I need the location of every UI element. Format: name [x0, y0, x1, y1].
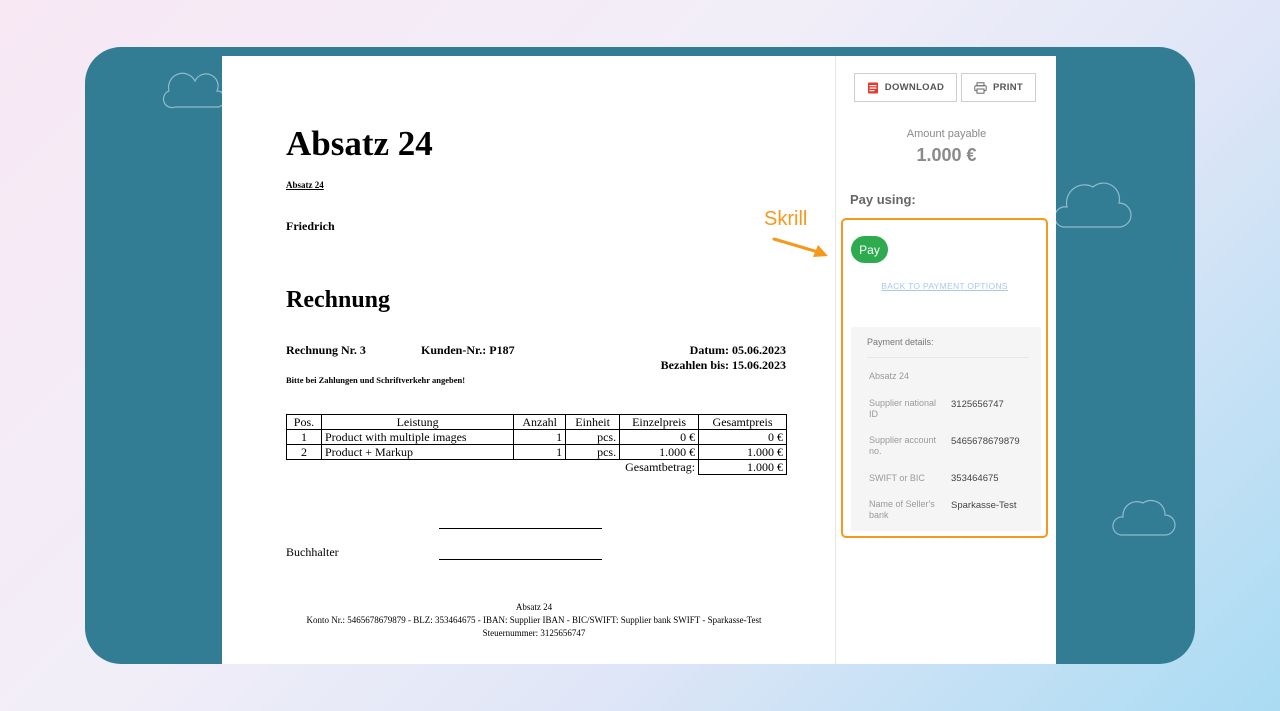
detail-label: Absatz 24 — [869, 371, 910, 381]
table-cell: 1.000 € — [620, 445, 699, 460]
pdf-icon — [867, 82, 879, 94]
print-label: PRINT — [993, 82, 1023, 93]
amount-label: Amount payable — [906, 128, 987, 140]
table-cell: 1.000 € — [699, 445, 787, 460]
total-label: Gesamtbetrag: — [625, 460, 696, 475]
detail-value: Sparkasse-Test — [951, 500, 1017, 511]
skrill-annotation-label: Skrill — [764, 208, 808, 230]
table-cell: Product with multiple images — [321, 430, 513, 445]
col-header: Leistung — [321, 415, 513, 430]
table-cell: 2 — [287, 445, 322, 460]
detail-value: 5465678679879 — [951, 436, 1020, 447]
invoice-footer — [222, 601, 846, 640]
amount-value: 1.000 € — [916, 145, 977, 165]
table-row — [287, 445, 787, 460]
cloud-icon — [1053, 175, 1133, 231]
detail-label: Supplier national ID — [869, 398, 937, 419]
table-cell: 1 — [287, 430, 322, 445]
table-cell: pcs. — [566, 430, 620, 445]
skrill-payment-option — [841, 218, 1048, 538]
footer-line: Konto Nr.: 5465678679879 - BLZ: 353464675 - IBAN: Supplier IBAN - BIC/SWIFT: Supplier bank SWIFT - Sparkasse-Test — [306, 615, 762, 625]
cloud-icon — [1111, 493, 1177, 539]
footer-line: Absatz 24 — [515, 602, 553, 612]
invoice-date: Datum: 05.06.2023 — [689, 343, 786, 357]
detail-label: Supplier account no. — [869, 435, 937, 456]
toolbar — [854, 73, 1036, 102]
detail-value: 353464675 — [951, 473, 999, 484]
pay-button[interactable]: Pay — [851, 236, 888, 263]
table-cell: 0 € — [699, 430, 787, 445]
back-to-payment-options-link[interactable]: BACK TO PAYMENT OPTIONS — [881, 281, 1008, 291]
table-cell: 1 — [514, 430, 566, 445]
signature-line — [439, 528, 602, 529]
detail-label: SWIFT or BIC — [869, 473, 925, 483]
printer-icon — [974, 82, 987, 94]
download-label: DOWNLOAD — [884, 82, 945, 93]
arrow-icon — [772, 235, 830, 259]
total-value: 1.000 € — [699, 460, 787, 475]
invoice-document — [222, 56, 836, 664]
invoice-table — [286, 414, 787, 475]
payment-details-title: Payment details: — [867, 337, 934, 347]
footer-line: Steuernummer: 3125656747 — [482, 628, 586, 638]
table-total-row — [287, 460, 787, 475]
due-date: Bezahlen bis: 15.06.2023 — [660, 358, 786, 372]
recipient-name: Friedrich — [286, 219, 335, 233]
cloud-icon — [161, 69, 225, 109]
table-header-row — [287, 415, 787, 430]
payment-sidebar — [835, 56, 1056, 664]
col-header: Anzahl — [514, 415, 566, 430]
company-subtitle: Absatz 24 — [286, 180, 324, 190]
table-row — [287, 430, 787, 445]
col-header: Einheit — [566, 415, 620, 430]
company-title: Absatz 24 — [286, 124, 433, 163]
signature-label: Buchhalter — [286, 545, 339, 559]
invoice-heading: Rechnung — [286, 287, 391, 313]
divider — [867, 357, 1029, 358]
detail-label: Name of Seller's bank — [869, 499, 935, 520]
payment-details — [851, 327, 1041, 531]
signature-line — [439, 559, 602, 560]
customer-number: Kunden-Nr.: P187 — [421, 343, 515, 357]
col-header: Pos. — [287, 415, 322, 430]
detail-value: 3125656747 — [951, 399, 1004, 410]
col-header: Gesamtpreis — [699, 415, 787, 430]
invoice-page — [222, 56, 1056, 664]
pay-using-label: Pay using: — [850, 192, 916, 207]
invoice-number: Rechnung Nr. 3 — [286, 343, 366, 357]
col-header: Einzelpreis — [620, 415, 699, 430]
payment-note: Bitte bei Zahlungen und Schriftverkehr angeben! — [286, 375, 466, 385]
print-button[interactable] — [961, 73, 1036, 102]
table-cell: 0 € — [620, 430, 699, 445]
table-cell: pcs. — [566, 445, 620, 460]
table-cell: Product + Markup — [321, 445, 513, 460]
table-cell: 1 — [514, 445, 566, 460]
download-button[interactable] — [854, 73, 957, 102]
